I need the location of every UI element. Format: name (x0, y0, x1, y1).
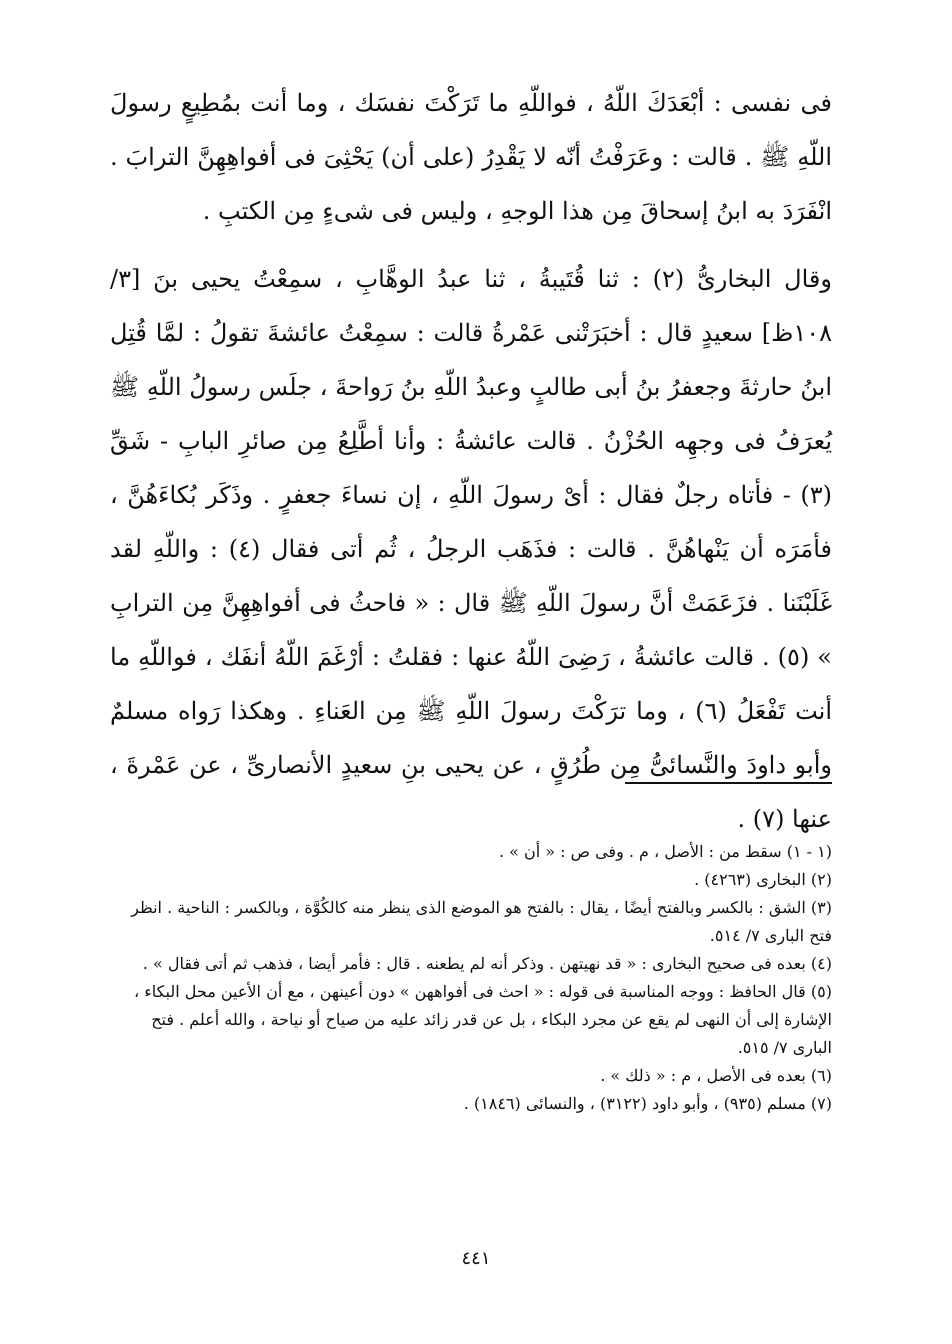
footnote-separator (625, 782, 832, 784)
footnote-1: (١ - ١) سقط من : الأصل ، م . وفى ص : « أن » . (498, 842, 832, 861)
footnote-6: (٦) بعده فى الأصل ، م : « ذلك » . (600, 1066, 832, 1085)
footnote-4: (٤) بعده فى صحيح البخارى : « قد نهيتهن . وذكر أنه لم يطعنه . قال : فأمر أيضا ، فذهب ثم أتى فقال » . (142, 954, 832, 973)
footnote-5: (٥) قال الحافظ : ووجه المناسبة فى قوله : « احث فى أفواههن » دون أعينهن ، مع أن الأعين محل البكاء ، الإشارة إلى أن النهى لم يقع عن مجرد البكاء ، بل عن قدر زائد عليه من صياح أو نياحة ، والله أعلم . فتح البارى ٧/ ٥١٥. (134, 982, 832, 1057)
paragraph-2: وقال البخارىُّ (٢) : ثنا قُتَيبةُ ، ثنا عبدُ الوهَّابِ ، سمِعْتُ يحيى بنَ [٣/ ١٠٨ظ] سعيدٍ قال : أخبَرَتْنى عَمْرةُ قالت : سمِعْتُ عائشةَ تقولُ : لمَّا قُتِل ابنُ حارثةَ وجعفرُ بنُ أبى طالبٍ وعبدُ اللّهِ بنُ رَواحةَ ، جلَس رسولُ اللّهِ ﷺ يُعرَفُ فى وجهِه الحُزْنُ . قالت عائشةُ : وأنا أطَّلِعُ مِن صائرِ البابِ - شَقِّ (٣) - فأتاه رجلٌ فقال : أىْ رسولَ اللّهِ ، إن نساءَ جعفرٍ . وذَكَر بُكاءَهُنَّ ، فأمَرَه أن يَنْهاهُنَّ . قالت : فذَهَب الرجلُ ، ثُم أتى فقال (٤) : واللّهِ لقد غَلَبْنَنا . فزَعَمَتْ أنَّ رسولَ اللّهِ ﷺ قال : « فاحثُ فى أفواهِهِنَّ مِن الترابِ » (٥) . قالت عائشةُ ، رَضِىَ اللّهُ عنها : فقلتُ : أرْغَمَ اللّهُ أنفَك ، فواللّهِ ما أنت تَفْعَلُ (٦) ، وما ترَكْتَ رسولَ اللّهِ ﷺ مِن العَناءِ . وهكذا رَواه مسلمٌ وأبو داودَ والنَّسائىُّ مِن طُرُقٍ ، عن يحيى بنِ سعيدٍ الأنصارىِّ ، عن عَمْرةَ ، عنها (٧) . (110, 265, 833, 833)
main-text (110, 76, 832, 846)
paragraph-1: فى نفسى : أبْعَدَكَ اللّهُ ، فواللّهِ ما تَرَكْتَ نفسَك ، وما أنت بمُطِيعٍ رسولَ اللّهِ ﷺ . قالت : وعَرَفْتُ أنّه لا يَقْدِرُ (على أن) يَحْثِىَ فى أفواهِهِنَّ الترابَ . انْفَرَدَ به ابنُ إسحاقَ مِن هذا الوجهِ ، وليس فى شىءٍ مِن الكتبِ . (110, 89, 832, 225)
page-number: ٤٤١ (461, 1248, 491, 1269)
footnote-3: (٣) الشق : بالكسر وبالفتح أيضًا ، يقال : بالفتح هو الموضع الذى ينظر منه كالكُوَّة ، وبالكسر : الناحية . انظر فتح البارى ٧/ ٥١٤. (131, 898, 832, 945)
footnote-7: (٧) مسلم (٩٣٥) ، وأبو داود (٣١٢٢) ، والنسائى (١٨٤٦) . (463, 1094, 832, 1113)
footnotes (120, 838, 832, 1118)
footnote-2: (٢) البخارى (٤٢٦٣) . (694, 870, 832, 889)
